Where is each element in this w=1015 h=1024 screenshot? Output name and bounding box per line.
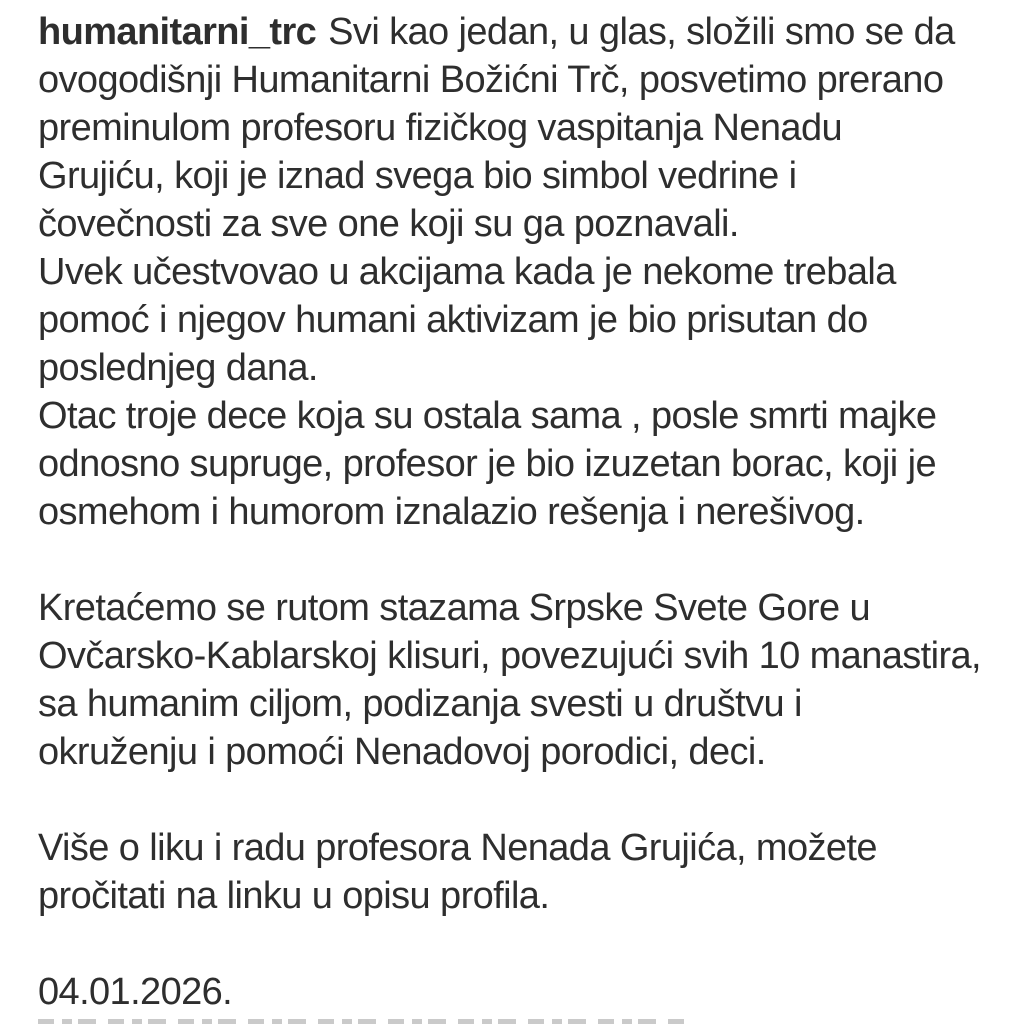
caption-line: ovogodišnji Humanitarni Božićni Trč, posvetimo prerano	[38, 59, 944, 101]
caption-line: čovečnosti za sve one koji su ga poznavali.	[38, 203, 739, 245]
caption-line: Grujiću, koji je iznad svega bio simbol vedrine i	[38, 155, 797, 197]
caption-line	[38, 776, 995, 824]
caption-line	[38, 536, 995, 584]
caption-line: Otac troje dece koja su ostala sama , posle smrti majke	[38, 395, 937, 437]
caption-line: Kretaćemo se rutom stazama Srpske Svete Gore u	[38, 587, 870, 629]
caption-line: sa humanim ciljom, podizanja svesti u društvu i	[38, 683, 802, 725]
caption-line	[38, 920, 995, 968]
username-link[interactable]: humanitarni_trc	[38, 11, 317, 53]
caption-line: osmehom i humorom iznalazio rešenja i nerešivog.	[38, 491, 865, 533]
caption-line: 04.01.2026.	[38, 971, 233, 1013]
caption-line: odnosno supruge, profesor je bio izuzetan borac, koji je	[38, 443, 936, 485]
caption-line: preminulom profesoru fizičkog vaspitanja Nenadu	[38, 107, 843, 149]
caption-first-line-text: Svi kao jedan, u glas, složili smo se da	[328, 11, 955, 53]
caption-line: okruženju i pomoći Nenadovoj porodici, deci.	[38, 731, 766, 773]
caption-line: pročitati na linku u opisu profila.	[38, 875, 550, 917]
caption-line: Uvek učestvovao u akcijama kada je nekome trebala	[38, 251, 896, 293]
caption-line: Više o liku i radu profesora Nenada Grujića, možete	[38, 827, 877, 869]
caption-line: poslednjeg dana.	[38, 347, 318, 389]
caption-line	[38, 8, 995, 56]
cutoff-text-row	[38, 1019, 688, 1024]
caption-line: Ovčarsko-Kablarskoj klisuri, povezujući svih 10 manastira,	[38, 635, 982, 677]
caption-lines	[38, 56, 995, 1016]
caption-line: pomoć i njegov humani aktivizam je bio prisutan do	[38, 299, 868, 341]
